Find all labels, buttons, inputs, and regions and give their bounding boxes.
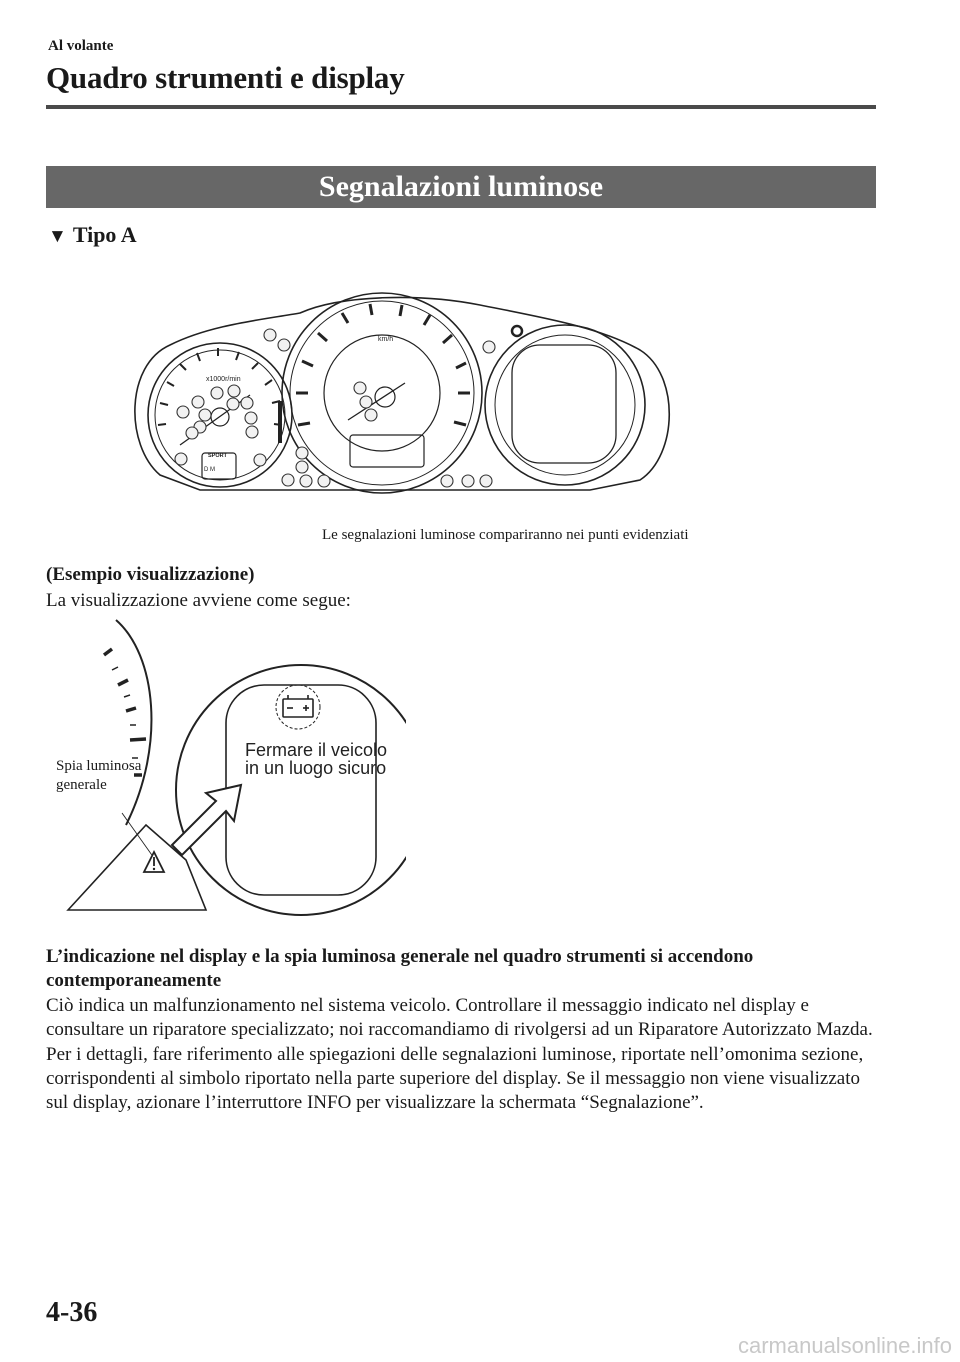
body-paragraph: Ciò indica un malfunzionamento nel sistema veicolo. Controllare il messaggio indicato nel display e consultare un riparatore specializzato; noi raccomandiamo di rivolgersi ad un Riparatore Autorizzato Mazda. Per i dettagli, fare riferimento alle spiegazioni delle segnalazioni luminose, riportate nell’omonima sezione, corrispondenti al simbolo riportato nella parte superiore del display. Se il messaggio non viene visualizzato sul display, azionare l’interruttore INFO per visualizzare la schermata “Segnalazione”.: [46, 995, 873, 1114]
sport-label: SPORT: [208, 453, 227, 459]
tachometer-dial: [148, 343, 292, 487]
speedometer-dial: [282, 293, 482, 493]
subheading: [48, 222, 137, 248]
page-number: 4-36: [46, 1297, 98, 1328]
callout-leader: [122, 813, 154, 858]
display-message: Fermare il veicolo in un luogo sicuro: [245, 740, 388, 778]
watermark: carmanualsonline.info: [737, 1333, 952, 1358]
breadcrumb: Al volante: [48, 38, 114, 54]
callout-label: Spia luminosa generale: [56, 758, 142, 793]
arrow-icon: [172, 785, 241, 855]
section-banner: Segnalazioni luminose: [46, 166, 876, 208]
indicator-lamp-dot: [512, 326, 522, 336]
page-title: Quadro strumenti e display: [46, 60, 405, 95]
example-intro: La visualizzazione avviene come segue:: [46, 590, 351, 611]
speedometer-unit: km/h: [378, 336, 394, 343]
warning-triangle-icon: [144, 852, 164, 872]
triangle-down-icon: ▼: [48, 226, 67, 247]
display-dial: [485, 325, 645, 485]
instrument-cluster-illustration: [120, 275, 680, 503]
gear-letters: D M: [204, 467, 215, 473]
body-bold-paragraph: L’indicazione nel display e la spia luminosa generale nel quadro strumenti si accendono contemporaneamente: [46, 946, 754, 991]
subheading-label: Tipo A: [72, 222, 137, 247]
battery-icon: [283, 695, 313, 717]
title-divider: [46, 105, 876, 109]
figure-caption: Le segnalazioni luminose compariranno nei punti evidenziati: [322, 527, 689, 543]
example-heading: (Esempio visualizzazione): [46, 564, 255, 585]
multi-information-display: [512, 345, 616, 463]
display-bezel: [176, 665, 406, 915]
tachometer-unit: x1000r/min: [206, 376, 241, 383]
